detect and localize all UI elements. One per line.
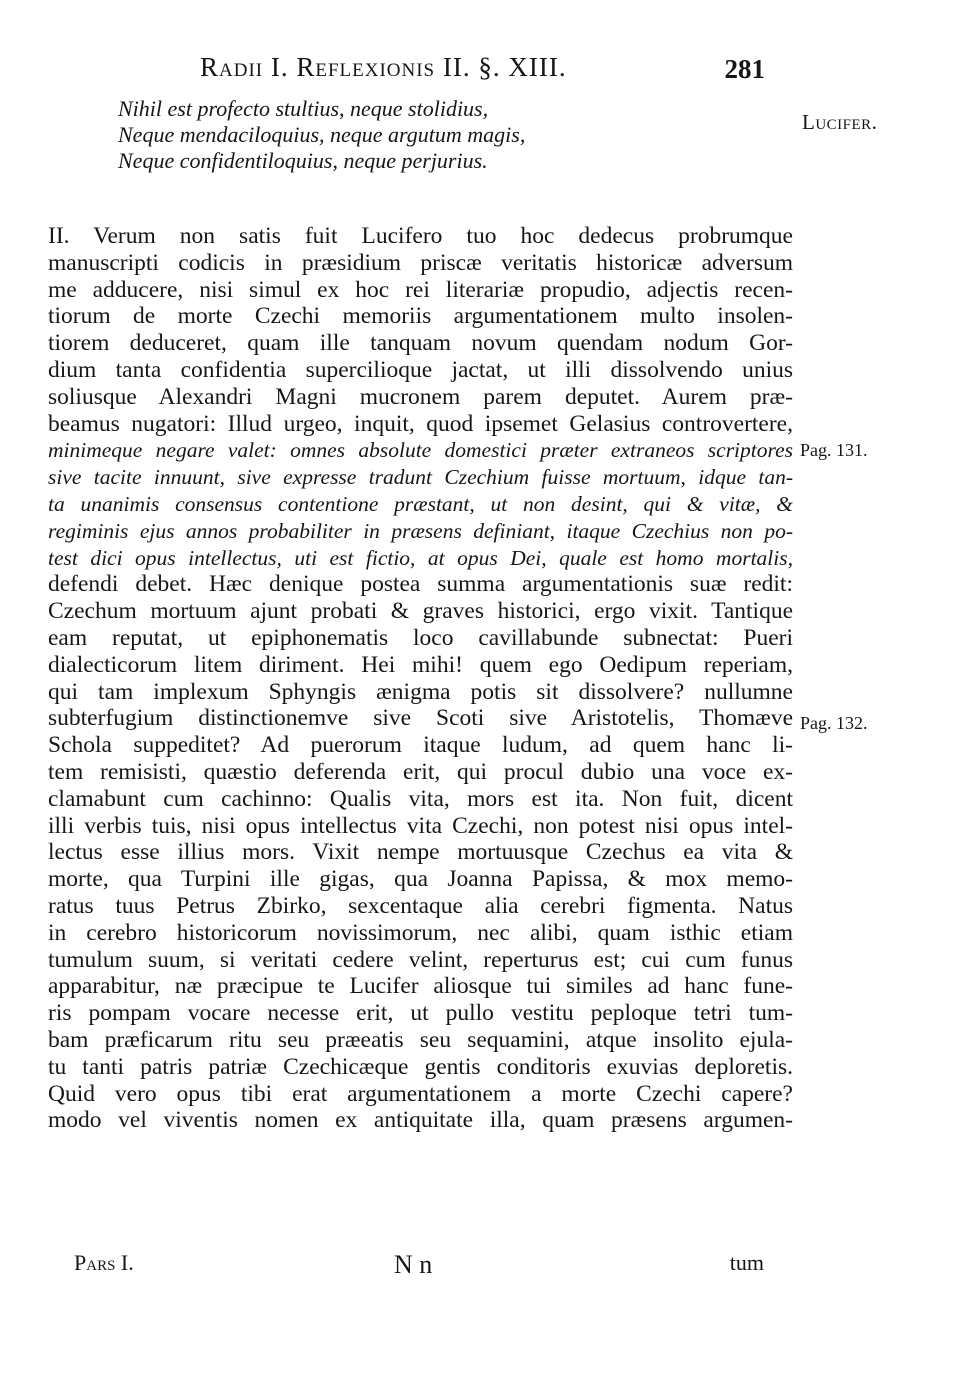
text-line: soliusque Alexandri Magni mucronem parem deputet. Aurem præ-: [48, 383, 793, 410]
text-line: tem remisisti, quæstio deferenda erit, qui procul dubio una voce ex-: [48, 758, 793, 785]
text-line: lectus esse illius mors. Vixit nempe mortuusque Czechus ea vita &: [48, 839, 793, 866]
text-line: eam reputat, ut epiphonematis loco cavillabunde subnectat: Pueri: [48, 624, 793, 651]
text-line: II. Verum non satis fuit Lucifero tuo hoc dedecus probrumque: [48, 223, 793, 249]
body-text: [48, 223, 793, 1134]
page-footer: [74, 1250, 764, 1282]
signature-mark: Pars I.: [74, 1250, 134, 1275]
text-line: beamus nugatori: Illud urgeo, inquit, quod ipsemet Gelasius controvertere,: [48, 410, 793, 437]
text-line: subterfugium distinctionemve sive Scoti sive Aristotelis, Thomæve: [48, 705, 793, 732]
text-line: Czechum mortuum ajunt probati & graves historici, ergo vixit. Tantique: [48, 598, 793, 625]
text-line: Quid vero opus tibi erat argumentationem a morte Czechi capere?: [48, 1080, 793, 1107]
text-line: regiminis ejus annos probabiliter in præsens definiant, itaque Czechius non po-: [48, 518, 793, 543]
text-line: defendi debet. Hæc denique postea summa argumentationis suæ redit:: [48, 571, 793, 598]
text-line: me adducere, nisi simul ex hoc rei literariæ propudio, adjectis recen-: [48, 276, 793, 303]
text-line: minimeque negare valet: omnes absolute domestici præter extraneos scriptores: [48, 438, 793, 463]
running-title: Radii I. Reflexionis II. §. XIII.: [200, 52, 567, 82]
text-line: dialecticorum litem diriment. Hei mihi! quem ego Oedipum reperiam,: [48, 651, 793, 678]
text-line: clamabunt cum cachinno: Qualis vita, mors est ita. Non fuit, dicent: [48, 785, 793, 812]
text-line: ratus tuus Petrus Zbirko, sexcentaque alia cerebri figmenta. Natus: [48, 892, 793, 919]
running-header: [200, 52, 765, 92]
sheet-mark: N n: [394, 1250, 433, 1279]
verse-line: Neque confidentiloquius, neque perjurius.: [118, 148, 488, 173]
text-line: dium tanta confidentia superciliοque jactat, ut illi dissolvendo unius: [48, 356, 793, 383]
page-number: 281: [724, 54, 765, 84]
verse-line: Neque mendaciloquius, neque argutum magis,: [118, 122, 526, 147]
text-line: manuscripti codicis in præsidium priscæ veritatis historicæ adversum: [48, 249, 793, 276]
side-note-lucifer: Lucifer.: [802, 110, 878, 134]
text-line: tiorem deduceret, quam ille tanquam novum quendam nodum Gor-: [48, 330, 793, 357]
verse-line: Nihil est profecto stultius, neque stolidius,: [118, 96, 489, 121]
text-line: tiorum de morte Czechi memoriis argumentationem multo insolen-: [48, 303, 793, 330]
text-line: ris pompam vocare necesse erit, ut pullo vestitu peploque tetri tum-: [48, 1000, 793, 1027]
text-line: illi verbis tuis, nisi opus intellectus vita Czechi, non potest nisi opus intel-: [48, 812, 793, 839]
catchword: tum: [729, 1250, 764, 1275]
text-line: ta unanimis consensus contentione præstant, ut non desint, qui & vitæ, &: [48, 491, 793, 516]
text-line: apparabitur, næ præcipue te Lucifer aliosque tui similes ad hanc fune-: [48, 973, 793, 1000]
text-line: test dici opus intellectus, uti est fictio, at opus Dei, quale est homo mortalis,: [48, 545, 793, 570]
verse-quotation: [118, 96, 718, 174]
text-line: tumulum suum, si veritati cedere velint, reperturus est; cui cum funus: [48, 946, 793, 973]
text-line: tu tanti patris patriæ Czechicæque gentis conditoris exuvias deploretis.: [48, 1053, 793, 1080]
text-line: in cerebro historicorum novissimorum, nec alibi, quam isthic etiam: [48, 919, 793, 946]
side-note-page-ref: Pag. 132.: [800, 713, 868, 733]
text-line: bam præficarum ritu seu præeatis seu sequamini, atque insolito ejula-: [48, 1026, 793, 1053]
text-line: qui tam implexum Sphyngis ænigma potis sit dissolvere? nullumne: [48, 678, 793, 705]
side-note-page-ref: Pag. 131.: [800, 440, 868, 460]
text-line: modo vel viventis nomen ex antiquitate illa, quam præsens argumen-: [48, 1107, 793, 1134]
text-line: Schola suppeditet? Ad puerorum itaque ludum, ad quem hanc li-: [48, 732, 793, 759]
text-line: sive tacite innuunt, sive expresse tradunt Czechium fuisse mortuum, idque tan-: [48, 465, 793, 490]
text-line: morte, qua Turpini ille gigas, qua Joanna Papissa, & mox memo-: [48, 866, 793, 893]
